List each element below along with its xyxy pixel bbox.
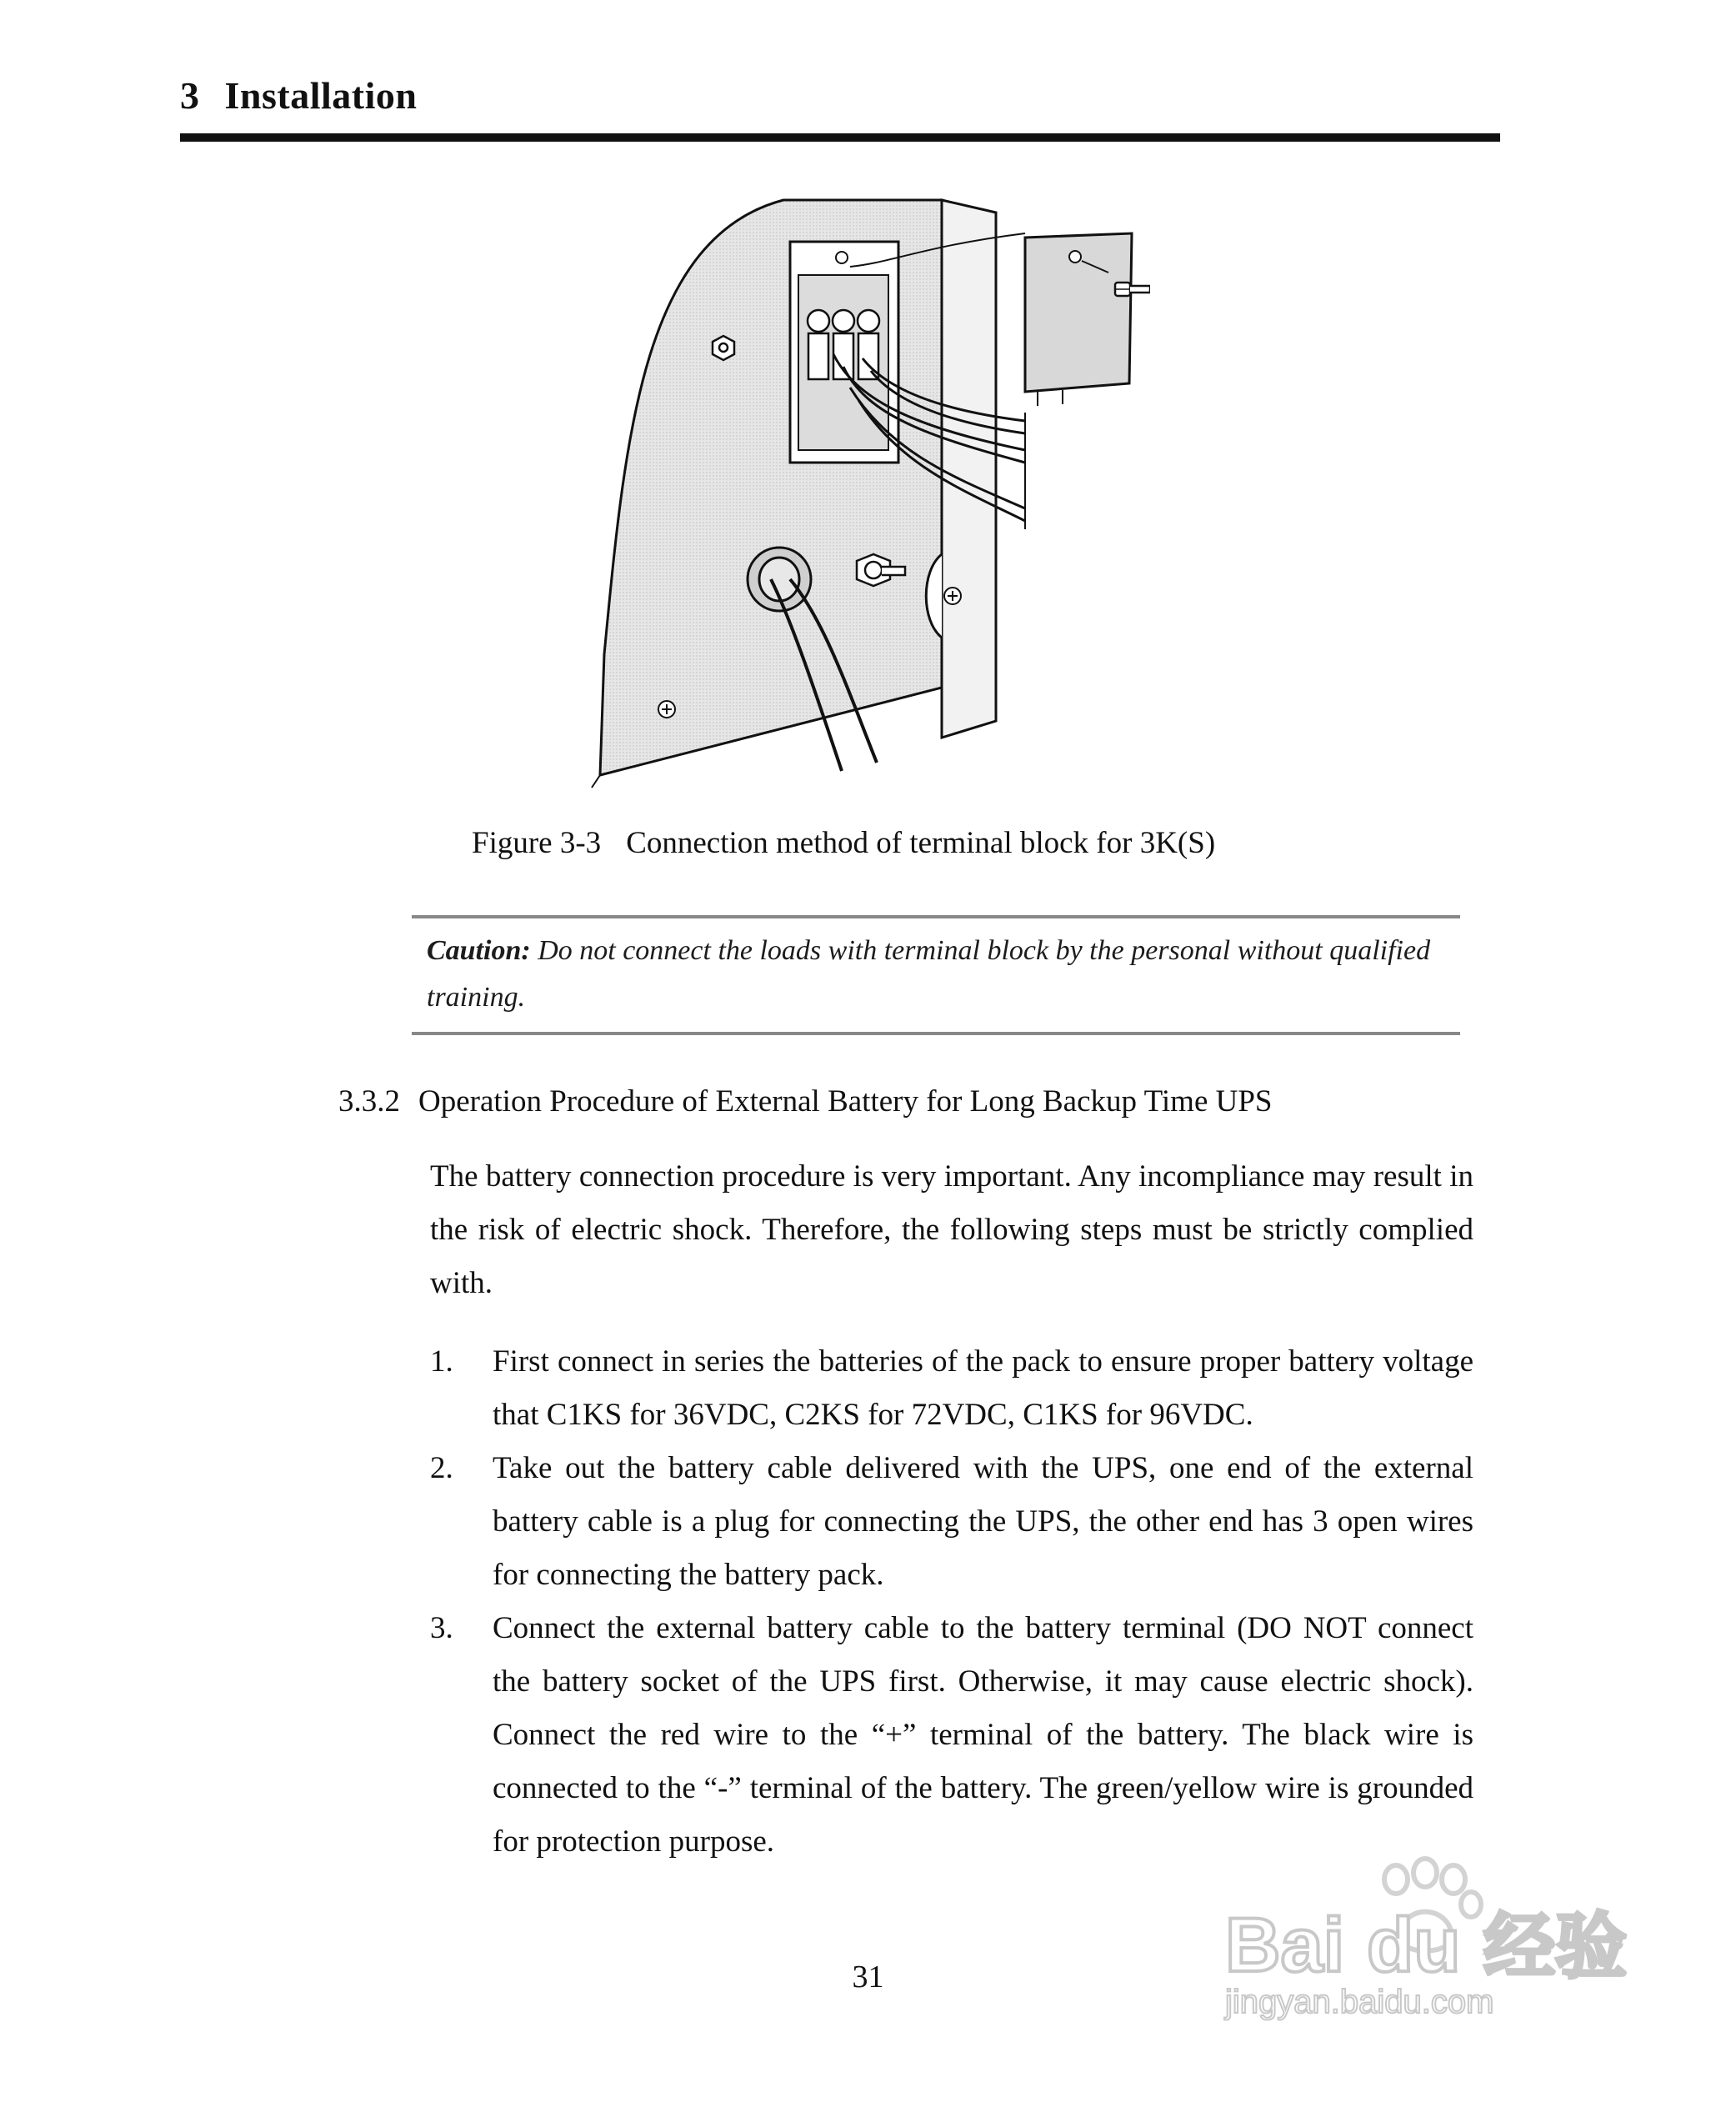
svg-text:du: du (1367, 1903, 1461, 1988)
step-number: 3. (430, 1611, 453, 1645)
intro-paragraph: The battery connection procedure is very important. Any incompliance may result in the risk of electric shock. Therefore, the following steps must be strictly complied with. (430, 1159, 1473, 1300)
panel-edge (942, 200, 996, 738)
terminal-block-illustration (575, 188, 1150, 804)
procedure-steps (430, 1335, 1473, 1869)
caution-note (427, 928, 1439, 1021)
baidu-paw-logo-icon (1217, 1854, 1650, 2021)
caution-body: Do not connect the loads with terminal block by the personal without qualified training. (427, 935, 1431, 1013)
step-number: 1. (430, 1344, 453, 1379)
page-number: 31 (852, 1959, 884, 1994)
baidu-watermark (1217, 1854, 1650, 2021)
step-text: Connect the external battery cable to the battery terminal (DO NOT connect the battery socket of the UPS first. Otherwise, it may cause electric shock). Connect the red wire to the “+” terminal of the battery. The black wire is connected to the “-” terminal of the battery. The green/yellow wire is grounded for protection purpose. (493, 1611, 1473, 1859)
section-number: 3.3.2 (338, 1084, 400, 1119)
step-number: 2. (430, 1451, 453, 1485)
watermark-url: jingyan.baidu.com (1225, 1984, 1494, 2020)
svg-text:经验: 经验 (1483, 1907, 1627, 1987)
terminal-cover (1025, 233, 1132, 406)
chapter-number: 3 (180, 74, 200, 117)
step-item (430, 1442, 1473, 1602)
header-rule (180, 133, 1500, 142)
chapter-header (180, 73, 417, 118)
section-heading (338, 1084, 1273, 1119)
step-text: Take out the battery cable delivered with the UPS, one end of the external battery cable is a plug for connecting the UPS, the other end has 3 open wires for connecting the battery pack. (493, 1451, 1473, 1592)
step-item (430, 1602, 1473, 1869)
figure-caption (472, 825, 1215, 861)
chapter-title: Installation (224, 74, 418, 117)
figure-number: Figure 3-3 (472, 826, 602, 860)
terminal-block-figure (575, 188, 1150, 804)
caution-top-rule (412, 915, 1460, 918)
cover-screw (1115, 283, 1150, 296)
panel-nut (713, 336, 734, 360)
figure-caption-text: Connection method of terminal block for 3K(S) (626, 826, 1216, 860)
caution-label: Caution: (427, 935, 531, 966)
step-item (430, 1335, 1473, 1442)
section-title: Operation Procedure of External Battery for Long Backup Time UPS (418, 1084, 1273, 1119)
caution-bottom-rule (412, 1032, 1460, 1035)
step-text: First connect in series the batteries of the pack to ensure proper battery voltage that C1KS for 36VDC, C2KS for 72VDC, C1KS for 96VDC. (493, 1344, 1473, 1432)
svg-text:Bai: Bai (1225, 1903, 1345, 1988)
